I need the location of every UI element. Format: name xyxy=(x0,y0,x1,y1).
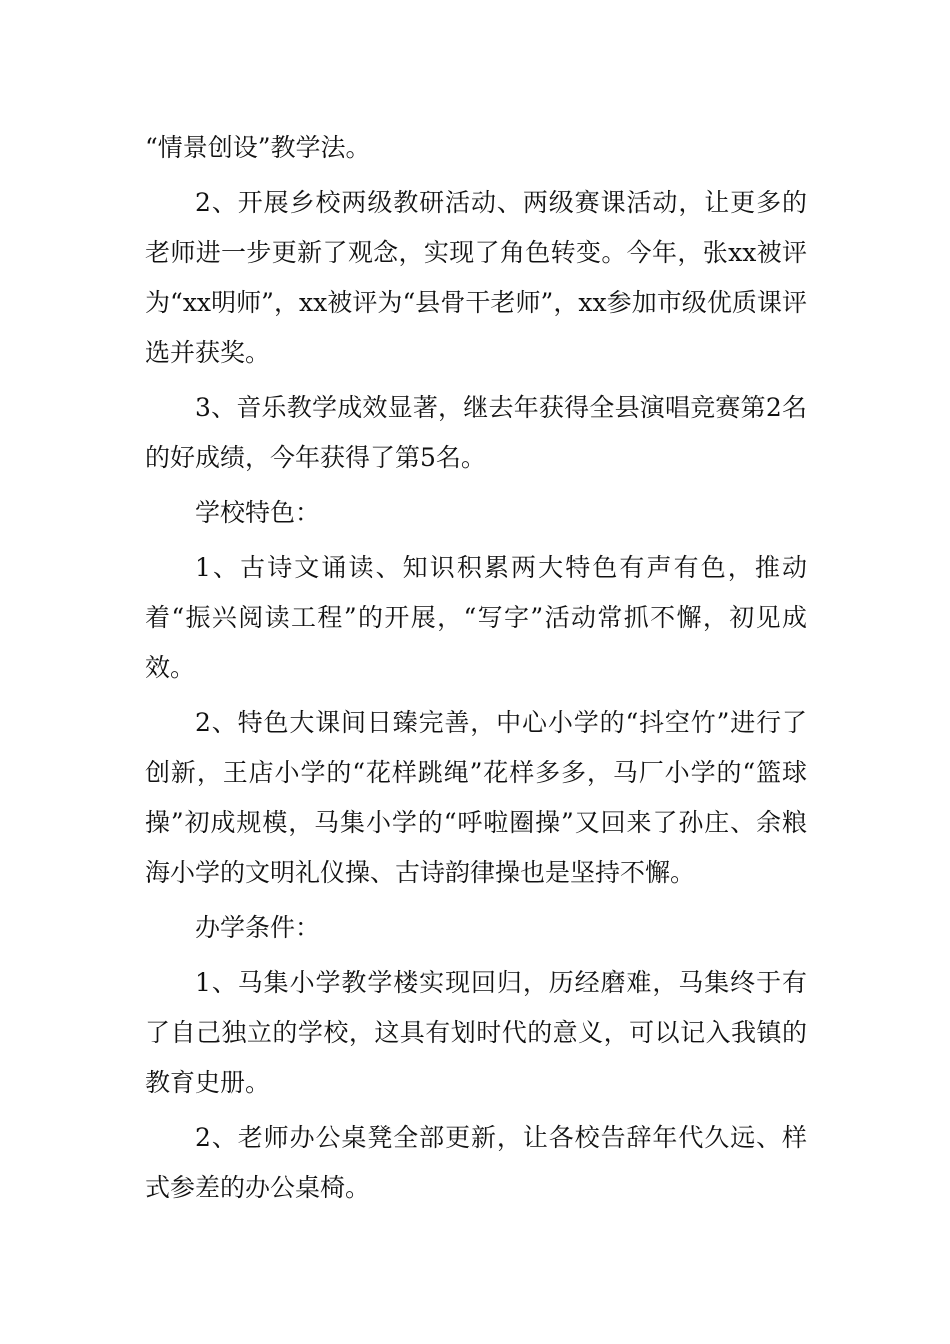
paragraph-teaching-building: 1、马集小学教学楼实现回归，历经磨难，马集终于有了自己独立的学校，这具有划时代的意义，可以记入我镇的教育史册。 xyxy=(145,968,807,1097)
paragraph-poetry-reading: 1、古诗文诵读、知识积累两大特色有声有色，推动着“振兴阅读工程”的开展，“写字”活动常抓不懈，初见成效。 xyxy=(145,553,807,682)
paragraph-teaching-research: 2、开展乡校两级教研活动、两级赛课活动，让更多的老师进一步更新了观念，实现了角色转变。今年，张xx被评为“xx明师”，xx被评为“县骨干老师”，xx参加市级优质课评选并获奖。 xyxy=(145,188,807,367)
paragraph-office-furniture: 2、老师办公桌凳全部更新，让各校告辞年代久远、样式参差的办公桌椅。 xyxy=(145,1123,807,1202)
paragraph-method-continuation: “情景创设”教学法。 xyxy=(145,133,371,162)
heading-school-conditions: 办学条件： xyxy=(195,913,321,942)
document-body xyxy=(145,123,807,1218)
heading-school-features: 学校特色： xyxy=(195,498,321,527)
paragraph-recess-activities: 2、特色大课间日臻完善，中心小学的“抖空竹”进行了创新，王店小学的“花样跳绳”花样多多，马厂小学的“篮球操”初成规模，马集小学的“呼啦圈操”又回来了孙庄、余粮海小学的文明礼仪操、古诗韵律操也是坚持不懈。 xyxy=(145,708,807,887)
paragraph-music-teaching: 3、音乐教学成效显著，继去年获得全县演唱竞赛第2名的好成绩，今年获得了第5名。 xyxy=(145,393,807,472)
